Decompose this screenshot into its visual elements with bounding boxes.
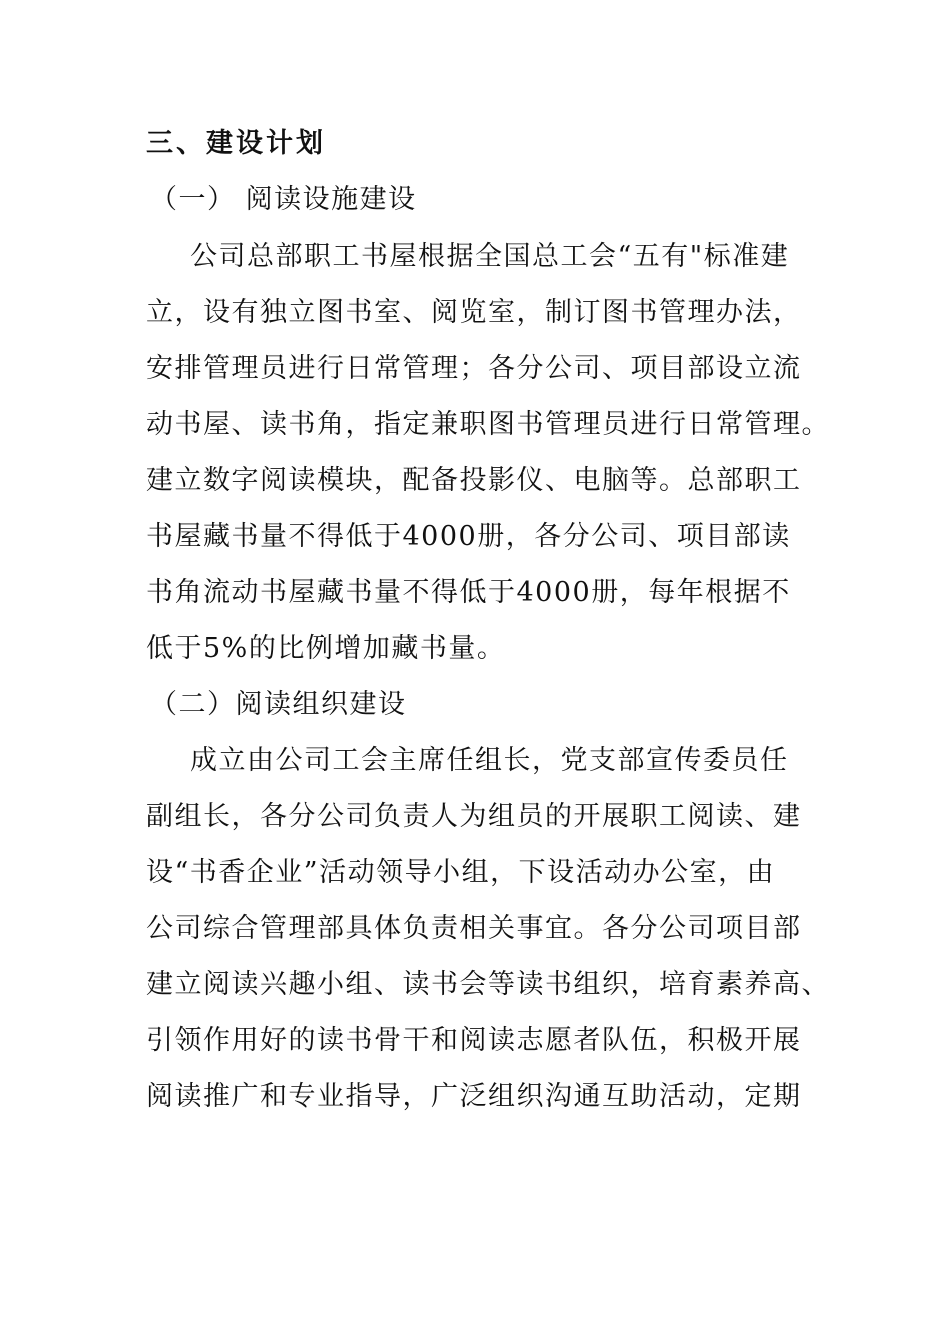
subsection-title-organization: （二）阅读组织建设 — [150, 689, 407, 720]
paragraph-line: 低于5%的比例增加藏书量。 — [146, 633, 506, 664]
paragraph-line: 公司总部职工书屋根据全国总工会“五有"标准建 — [190, 241, 790, 272]
subsection-title-facilities: （一） 阅读设施建设 — [150, 184, 417, 215]
paragraph-line: 副组长，各分公司负责人为组员的开展职工阅读、建 — [146, 801, 802, 832]
paragraph-line: 设“书香企业”活动领导小组，下设活动办公室，由 — [146, 857, 776, 888]
paragraph-line: 公司综合管理部具体负责相关事宜。各分公司项目部 — [146, 913, 802, 944]
paragraph-line: 动书屋、读书角，指定兼职图书管理员进行日常管理。 — [146, 409, 830, 440]
paragraph-line: 书屋藏书量不得低于4000册，各分公司、项目部读 — [146, 521, 791, 552]
paragraph-line: 成立由公司工会主席任组长，党支部宣传委员任 — [190, 745, 789, 776]
paragraph-line: 立，设有独立图书室、阅览室，制订图书管理办法， — [146, 297, 802, 328]
paragraph-line: 阅读推广和专业指导，广泛组织沟通互助活动，定期 — [146, 1081, 802, 1112]
section-title: 三、建设计划 — [146, 128, 326, 159]
paragraph-line: 引领作用好的读书骨干和阅读志愿者队伍，积极开展 — [146, 1025, 802, 1056]
paragraph-line: 建立阅读兴趣小组、读书会等读书组织，培育素养高、 — [146, 969, 830, 1000]
paragraph-line: 安排管理员进行日常管理；各分公司、项目部设立流 — [146, 353, 802, 384]
paragraph-line: 建立数字阅读模块，配备投影仪、电脑等。总部职工 — [146, 465, 802, 496]
paragraph-line: 书角流动书屋藏书量不得低于4000册，每年根据不 — [146, 577, 791, 608]
